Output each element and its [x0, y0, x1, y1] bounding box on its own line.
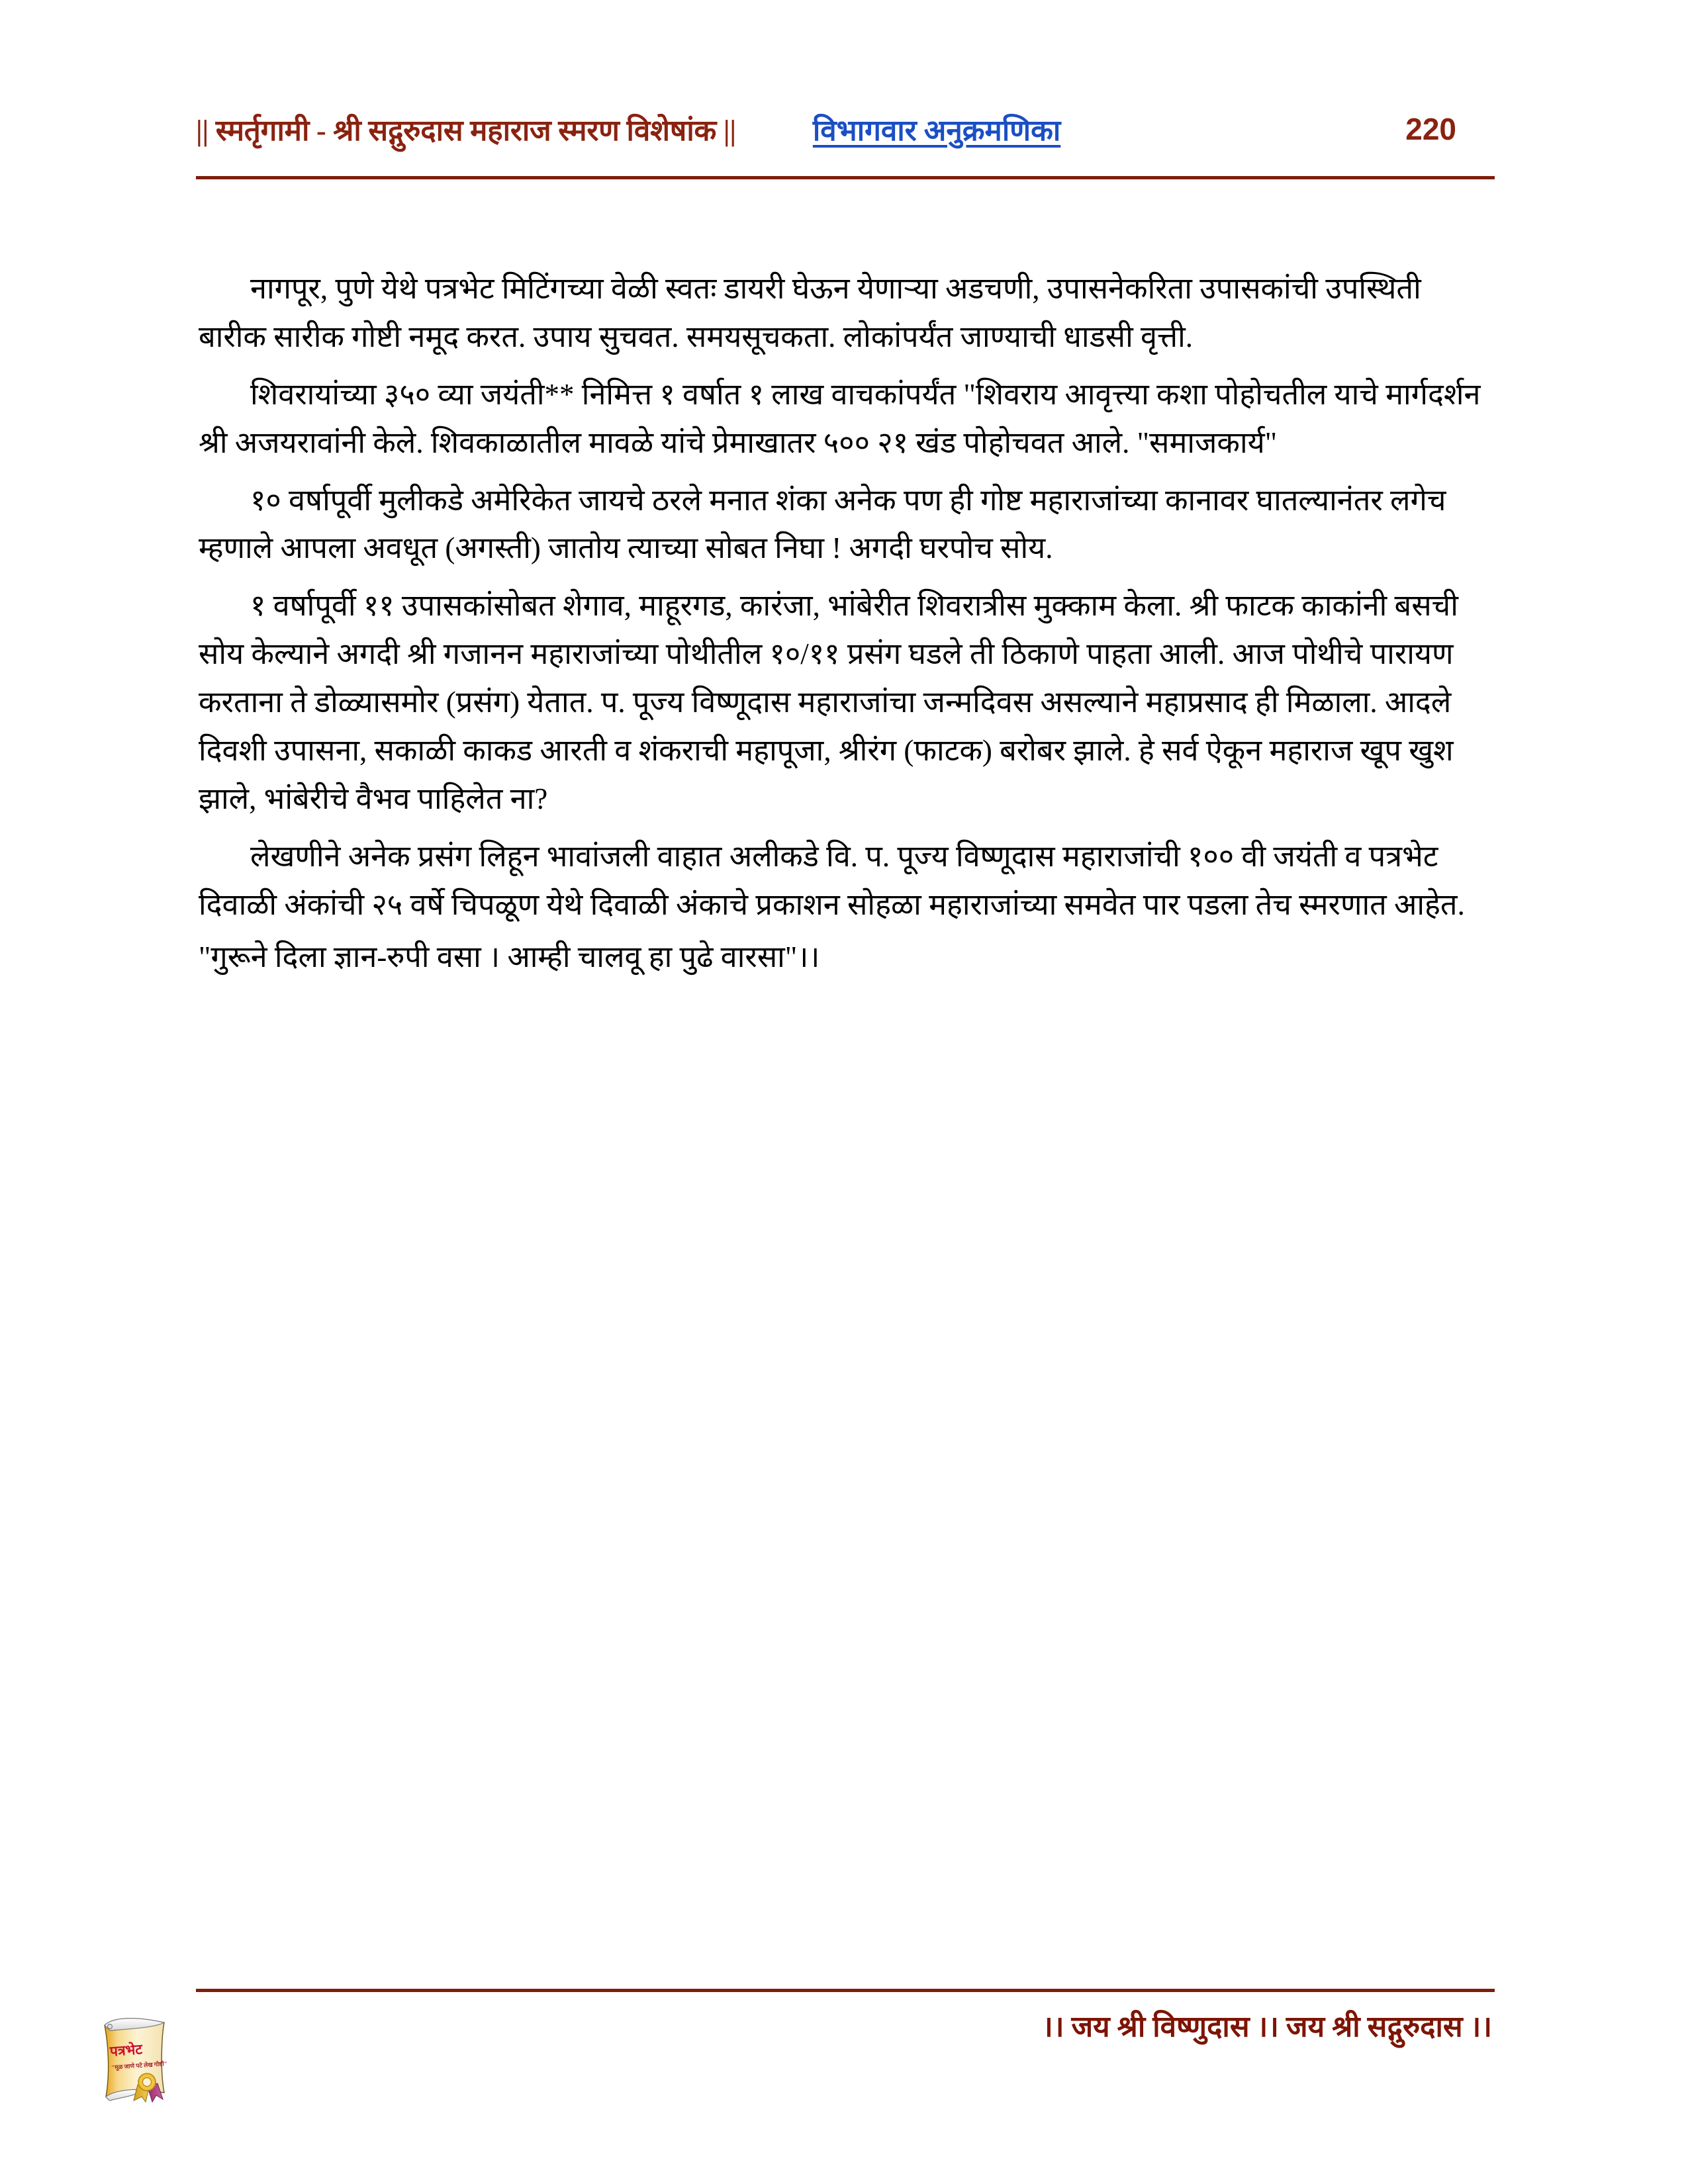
- scroll-icon: [95, 2011, 180, 2103]
- logo-tagline: "मूळ जाणे पटे लेख गोष्टी": [111, 2060, 168, 2071]
- header-divider-rule: [196, 176, 1495, 179]
- paragraph: १ वर्षापूर्वी ११ उपासकांसोबत शेगाव, माहूरगड, कारंजा, भांबेरीत शिवरात्रीस मुक्काम केला. श्री फाटक काकांनी बसची सोय केल्याने अगदी श्री गजानन महाराजांच्या पोथीतील १०/११ प्रसंग घडले ती ठिकाणे पाहता आली. आज पोथीचे पारायण करताना ते डोळ्यासमोर (प्रसंग) येतात. प. पूज्य विष्णूदास महाराजांचा जन्मदिवस असल्याने महाप्रसाद ही मिळाला. आदले दिवशी उपासना, सकाळी काकड आरती व शंकराची महापूजा, श्रीरंग (फाटक) बरोबर झाले. हे सर्व ऐकून महाराज खूप खुश झाले, भांबेरीचे वैभव पाहिलेत ना?: [199, 589, 1466, 815]
- patrabhet-scroll-logo: [95, 2011, 180, 2103]
- paragraph: लेखणीने अनेक प्रसंग लिहून भावांजली वाहात अलीकडे वि. प. पूज्य विष्णूदास महाराजांची १०० वी जयंती व पत्रभेट दिवाळी अंकांची २५ वर्षे चिपळूण येथे दिवाळी अंकाचे प्रकाशन सोहळा महाराजांच्या समवेत पार पडला तेच स्मरणात आहेत.: [199, 839, 1465, 921]
- footer-divider-rule: [196, 1989, 1495, 1992]
- header-title: || स्मर्तृगामी - श्री सद्गुरुदास महाराज स्मरण विशेषांक ||: [196, 114, 736, 147]
- page-header: [196, 93, 1493, 165]
- paragraph: नागपूर, पुणे येथे पत्रभेट मिटिंगच्या वेळी स्वतः डायरी घेऊन येणाऱ्या अडचणी, उपासनेकरिता उपासकांची उपस्थिती बारीक सारीक गोष्टी नमूद करत. उपाय सुचवत. समयसूचकता. लोकांपर्यंत जाण्याची धाडसी वृत्ती.: [199, 272, 1429, 353]
- footer-blessing-text: ।। जय श्री विष्णुदास ।। जय श्री सद्गुरुदास ।।: [1042, 2011, 1492, 2043]
- sectionwise-index-link[interactable]: विभागवार अनुक्रमणिका: [812, 114, 1061, 147]
- paragraph: शिवरायांच्या ३५० व्या जयंती** निमित्त १ वर्षात १ लाख वाचकांपर्यंत "शिवराय आवृत्त्या कशा पोहोचतील याचे मार्गदर्शन श्री अजयरावांनी केले. शिवकाळातील मावळे यांचे प्रेमाखातर ५०० २१ खंड पोहोचवत आले. "समाजकार्य": [199, 377, 1488, 459]
- paragraph: १० वर्षापूर्वी मुलीकडे अमेरिकेत जायचे ठरले मनात शंका अनेक पण ही गोष्ट महाराजांच्या कानावर घातल्यानंतर लगेच म्हणाले आपला अवधूत (अगस्ती) जातोय त्याच्या सोबत निघा ! अगदी घरपोच सोय.: [199, 483, 1454, 565]
- article-body: [199, 265, 1489, 990]
- page-number: 220: [1405, 112, 1456, 146]
- closing-verse: "गुरूने दिला ज्ञान-रुपी वसा । आम्ही चालवू हा पुढे वारसा"।।: [199, 940, 820, 974]
- logo-wordmark: पत्रभेट: [109, 2041, 143, 2060]
